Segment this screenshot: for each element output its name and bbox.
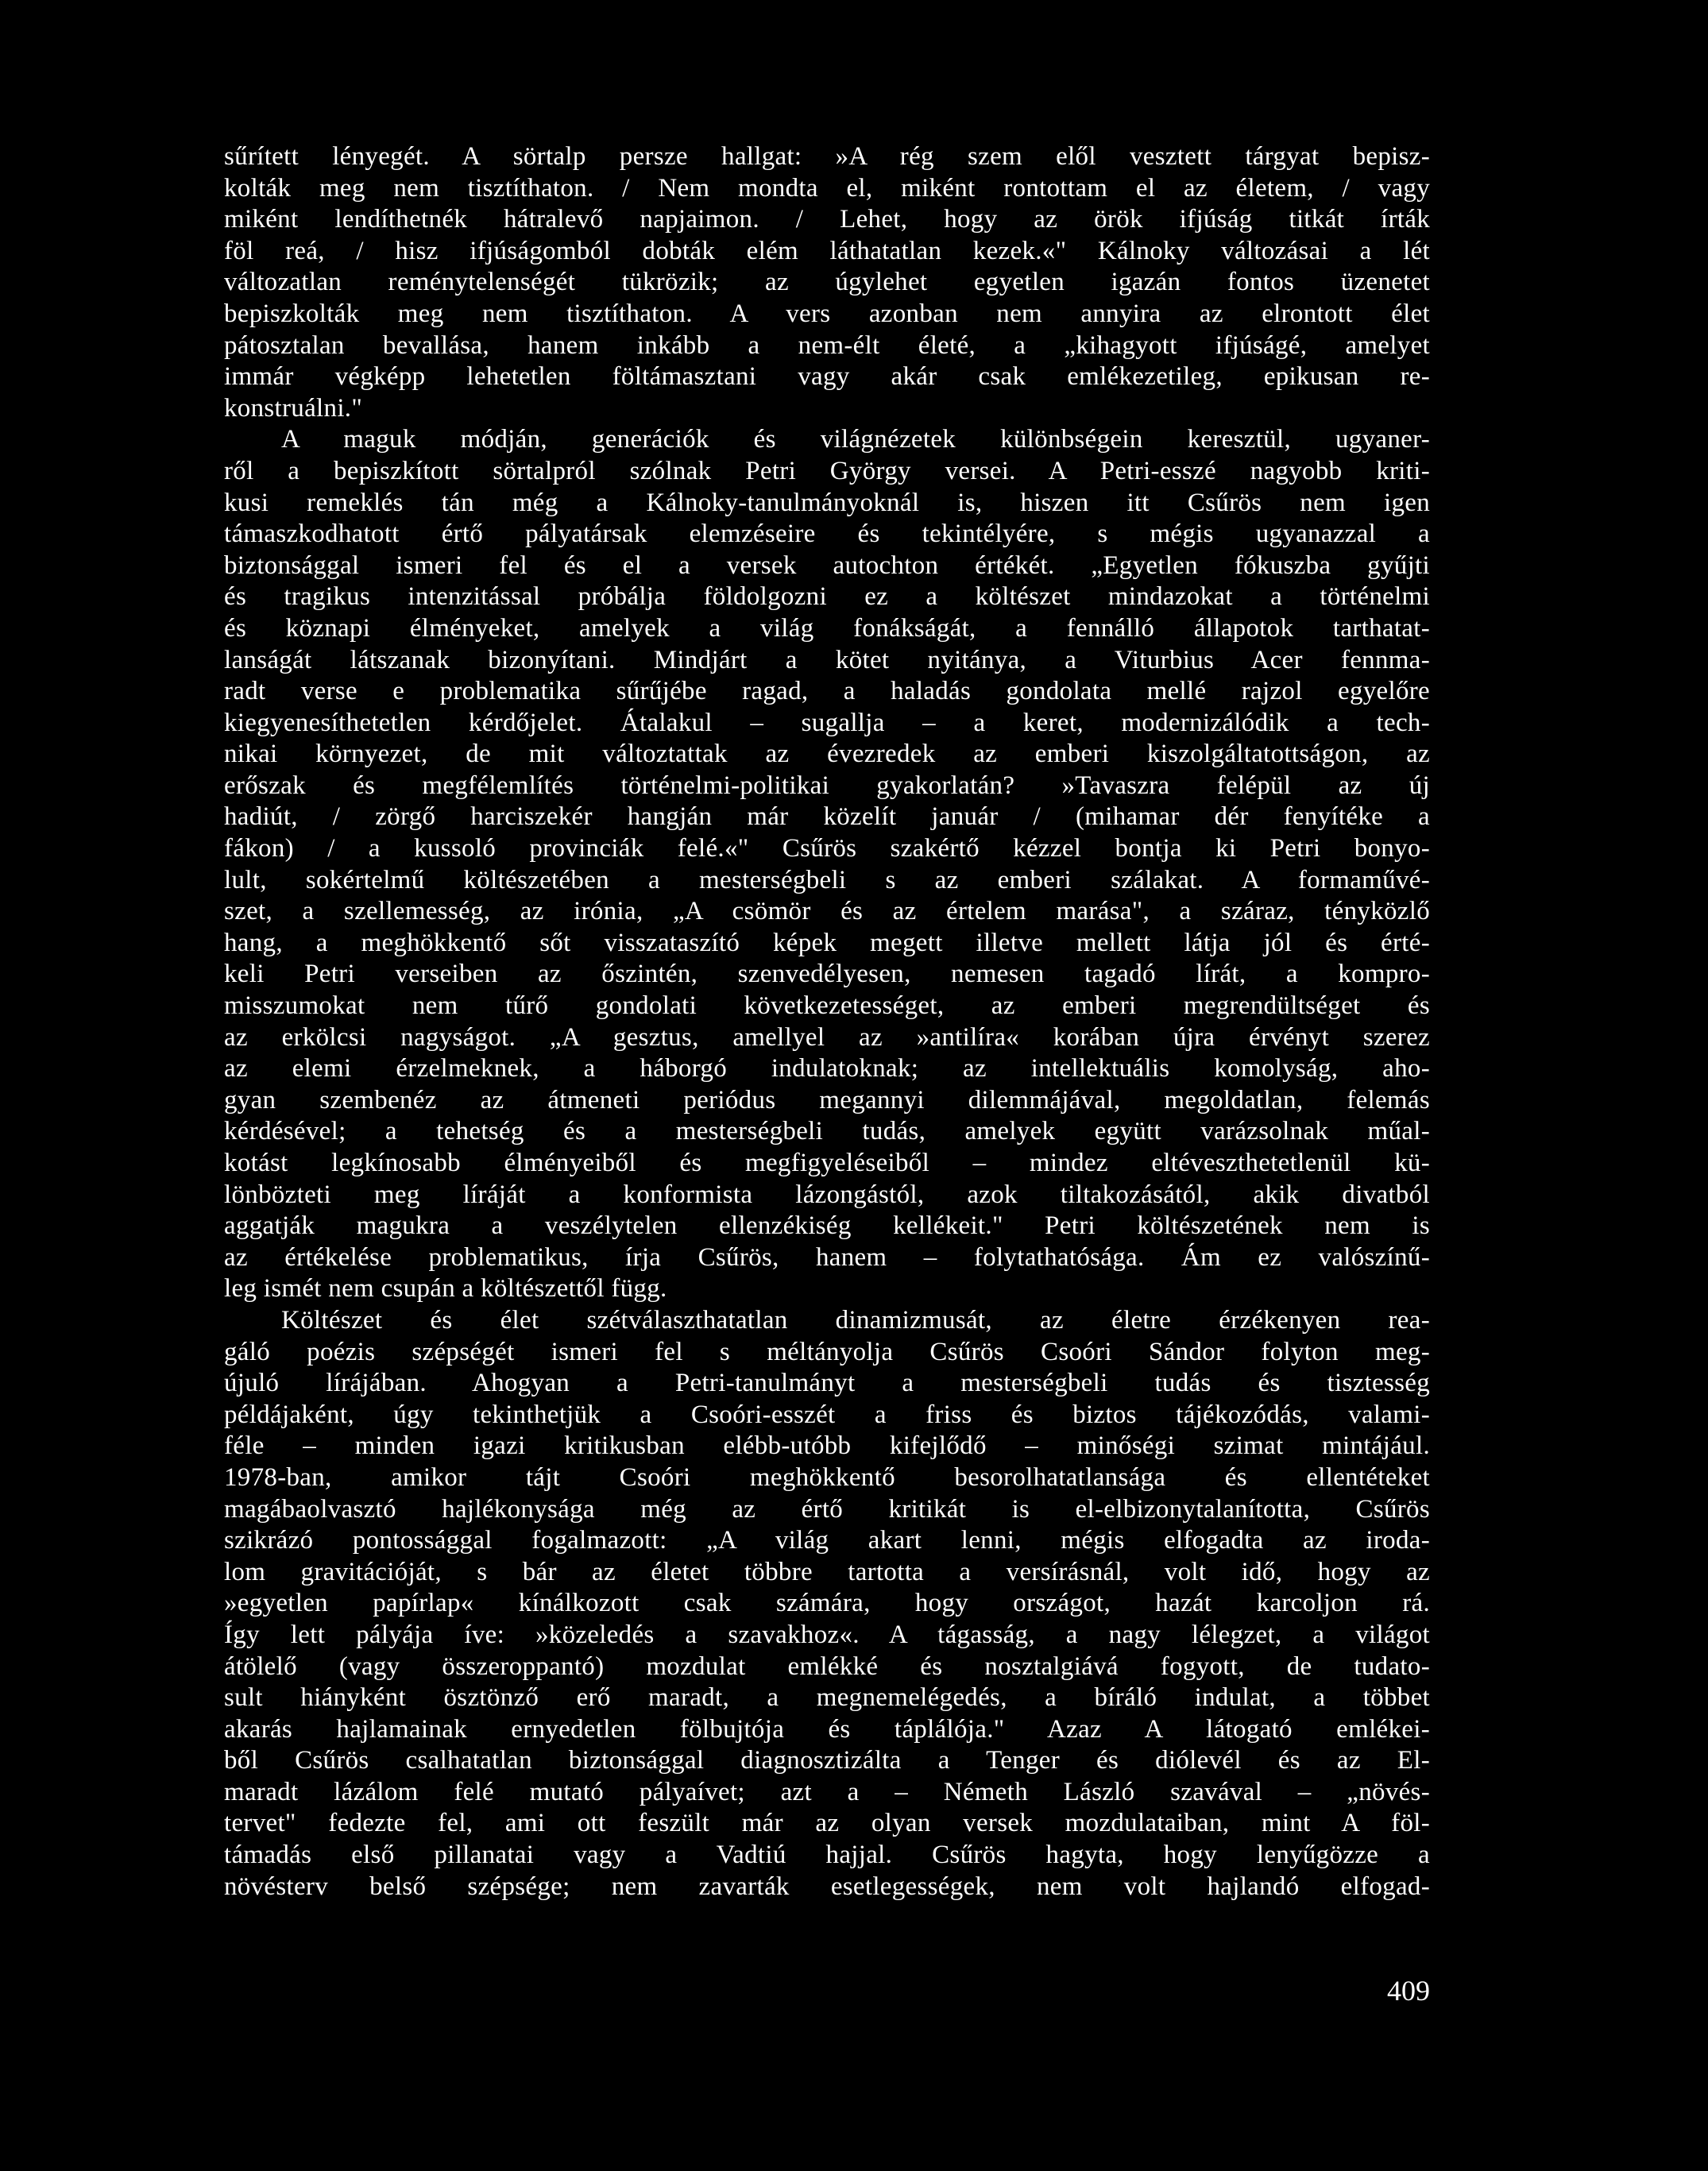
text-line: miként lendíthetnék hátralevő napjaimon. / Lehet, hogy az örök ifjúság titkát írták: [224, 205, 1430, 234]
text-line: leg ismét nem csupán a költészettől függ.: [224, 1274, 667, 1304]
text-line: gáló poézis szépségét ismeri fel s méltányolja Csűrös Csoóri Sándor folyton meg-: [224, 1337, 1430, 1366]
text-line: akarás hajlamainak ernyedetlen fölbujtója és táplálója." Azaz A látogató emlékei-: [224, 1714, 1430, 1744]
text-line: növésterv belső szépsége; nem zavarták esetlegességek, nem volt hajlandó elfogad-: [224, 1872, 1430, 1901]
text-line: ről a bepiszkított sörtalpról szólnak Petri György versei. A Petri-esszé nagyobb kriti-: [224, 456, 1430, 485]
body-text: [224, 141, 1430, 1903]
text-line: nikai környezet, de mit változtattak az évezredek az emberi kiszolgáltatottságon, az: [224, 740, 1430, 769]
text-line: példájaként, úgy tekinthetjük a Csoóri-esszét a friss és biztos tájékozódás, valami-: [224, 1400, 1430, 1429]
text-line: radt verse e problematika sűrűjébe ragad, a haladás gondolata mellé rajzol egyelőre: [224, 677, 1430, 706]
text-line: aggatják magukra a veszélytelen ellenzékiség kellékeit." Petri költészetének nem is: [224, 1211, 1430, 1241]
text-line: lom gravitációját, s bár az életet többre tartotta a versírásnál, volt idő, hogy az: [224, 1557, 1430, 1586]
text-line: gyan szembenéz az átmeneti periódus megannyi dilemmájával, megoldatlan, felemás: [224, 1085, 1430, 1114]
text-line: kiegyenesíthetetlen kérdőjelet. Átalakul – sugallja – a keret, modernizálódik a tech-: [224, 708, 1430, 737]
text-line: kusi remeklés tán még a Kálnoky-tanulmányoknál is, hiszen itt Csűrös nem igen: [224, 488, 1430, 517]
text-line: A maguk módján, generációk és világnézetek különbségein keresztül, ugyaner-: [281, 425, 1430, 454]
text-line: föl reá, / hisz ifjúságomból dobták elém láthatatlan kezek.«" Kálnoky változásai a lét: [224, 236, 1430, 265]
text-line: lönbözteti meg líráját a konformista lázongástól, azok tiltakozásától, akik divatból: [224, 1180, 1430, 1209]
text-line: szet, a szellemesség, az irónia, „A csömör és az értelem marása", a száraz, tényközlő: [224, 897, 1430, 926]
text-line: sult hiányként ösztönző erő maradt, a megnemelégedés, a bíráló indulat, a többet: [224, 1683, 1430, 1713]
text-line: hadiút, / zörgő harciszekér hangján már közelít január / (mihamar dér fenyítéke a: [224, 802, 1430, 832]
text-line: és tragikus intenzitással próbálja földolgozni ez a költészet mindazokat a történelmi: [224, 582, 1430, 612]
text-line: az elemi érzelmeknek, a háborgó indulatoknak; az intellektuális komolyság, aho-: [224, 1054, 1430, 1084]
text-line: Így lett pályája íve: »közeledés a szavakhoz«. A tágasság, a nagy lélegzet, a világot: [224, 1620, 1430, 1649]
text-line: változatlan reménytelenségét tükrözik; az úgylehet egyetlen igazán fontos üzenetet: [224, 268, 1430, 297]
text-line: az értékelése problematikus, írja Csűrös, hanem – folytathatósága. Ám ez valószínű-: [224, 1242, 1430, 1272]
text-line: Költészet és élet szétválaszthatatlan dinamizmusát, az életre érzékenyen rea-: [281, 1305, 1430, 1335]
text-line: bepiszkolták meg nem tisztíthaton. A vers azonban nem annyira az elrontott élet: [224, 299, 1430, 328]
text-line: erőszak és megfélemlítés történelmi-politikai gyakorlatán? »Tavaszra felépül az új: [224, 771, 1430, 800]
text-line: lult, sokértelmű költészetében a mesterségbeli s az emberi szálakat. A formaművé-: [224, 865, 1430, 894]
text-line: fákon) / a kussoló provinciák felé.«" Csűrös szakértő kézzel bontja ki Petri bonyo-: [224, 834, 1430, 863]
text-line: támadás első pillanatai vagy a Vadtiú hajjal. Csűrös hagyta, hogy lenyűgözze a: [224, 1841, 1430, 1870]
text-line: konstruálni.": [224, 393, 363, 423]
text-line: átölelő (vagy összeroppantó) mozdulat emlékké és nosztalgiává fogyott, de tudato-: [224, 1651, 1430, 1681]
text-line: sűrített lényegét. A sörtalp persze hallgat: »A rég szem elől vesztett tárgyat bepisz-: [224, 142, 1430, 171]
text-line: keli Petri verseiben az őszintén, szenvedélyesen, nemesen tagadó lírát, a kompro-: [224, 960, 1430, 989]
text-line: immár végképp lehetetlen föltámasztani vagy akár csak emlékezetileg, epikusan re-: [224, 362, 1430, 392]
page-number: 409: [1387, 1975, 1430, 2007]
text-line: lanságát látszanak bizonyítani. Mindjárt a kötet nyitánya, a Viturbius Acer fennma-: [224, 645, 1430, 674]
text-line: »egyetlen papírlap« kínálkozott csak számára, hogy országot, hazát karcoljon rá.: [224, 1589, 1430, 1618]
text-line: kotást legkínosabb élményeiből és megfigyeléseiből – mindez eltéveszthetetlenül kü-: [224, 1149, 1430, 1177]
text-line: az erkölcsi nagyságot. „A gesztus, amellyel az »antilíra« korában újra érvényt szerez: [224, 1022, 1430, 1052]
text-line: kolták meg nem tisztíthaton. / Nem mondta el, miként rontottam el az életem, / vagy: [224, 173, 1430, 203]
text-line: szikrázó pontossággal fogalmazott: „A világ akart lenni, mégis elfogadta az irodа-: [224, 1526, 1430, 1555]
text-line: kérdésével; a tehetség és a mesterségbeli tudás, amelyek együtt varázsolnak műal-: [224, 1117, 1430, 1146]
text-line: és köznapi élményeket, amelyek a világ fonákságát, a fennálló állapotok tarthatat-: [224, 613, 1430, 643]
text-line: támaszkodhatott értő pályatársak elemzéseire és tekintélyére, s mégis ugyanazzal a: [224, 520, 1430, 549]
text-line: 1978-ban, amikor tájt Csoóri meghökkentő besorolhatatlansága és ellentéteket: [224, 1462, 1430, 1492]
text-line: tervet" fedezte fel, ami ott feszült már az olyan versek mozdulataiban, mint A föl-: [224, 1809, 1430, 1838]
text-line: misszumokat nem tűrő gondolati következetességet, az emberi megrendültséget és: [224, 991, 1430, 1021]
text-line: magábaolvasztó hajlékonysága még az értő kritikát is el-elbizonytalanította, Csűrös: [224, 1494, 1430, 1524]
text-line: ből Csűrös csalhatatlan biztonsággal diagnosztizálta a Tenger és diólevél és az El-: [224, 1746, 1430, 1775]
text-line: féle – minden igazi kritikusban elébb-utóbb kifejlődő – minőségi szimat mintájául.: [224, 1431, 1430, 1461]
text-line: biztonsággal ismeri fel és el a versek autochton értékét. „Egyetlen fókuszba gyűjti: [224, 550, 1430, 580]
text-line: hang, a meghökkentő sőt visszataszító képek megett illetve mellett látja jól és érté-: [224, 928, 1430, 957]
text-line: maradt lázálom felé mutató pályaívet; azt a – Németh László szavával – „növés-: [224, 1777, 1430, 1806]
text-line: újuló lírájában. Ahogyan a Petri-tanulmányt a mesterségbeli tudás és tisztesség: [224, 1369, 1430, 1398]
text-line: pátosztalan bevallása, hanem inkább a nem-élt életé, a „kihagyott ifjúságé, amelyet: [224, 330, 1430, 360]
